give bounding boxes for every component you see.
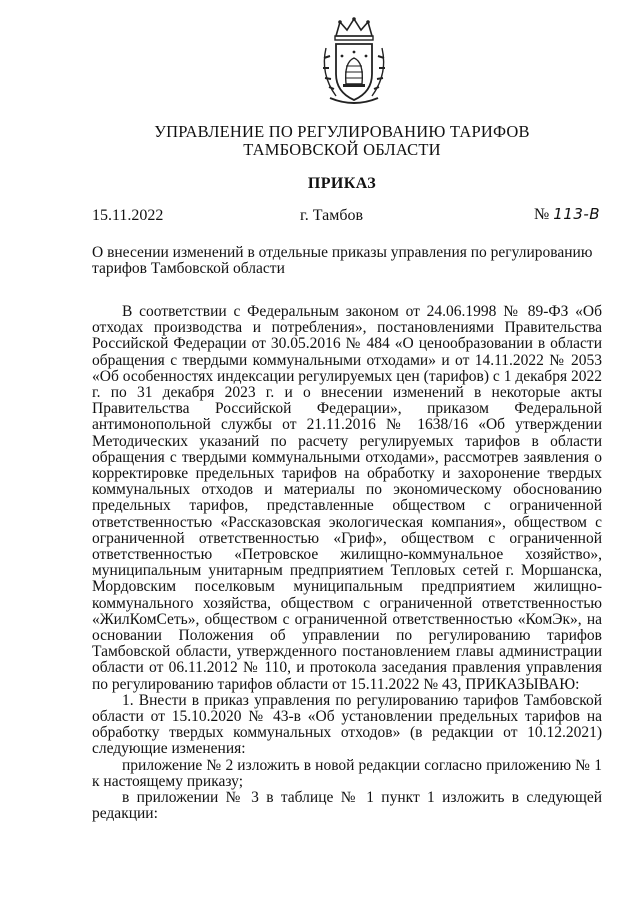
body-paragraph-2: 1. Внести в приказ управления по регулированию тарифов Тамбовской области от 15.10.2020 № 43-в «Об установлении предельных тарифов на обработку твердых коммунальных отходов» (в редакции от 10.12.2021) следующие изменения: — [92, 691, 602, 758]
document-number — [534, 205, 600, 224]
number-value: 113-В — [553, 205, 601, 223]
number-label: № — [534, 206, 550, 223]
document-body — [92, 304, 602, 823]
agency-name-line1: УПРАВЛЕНИЕ ПО РЕГУЛИРОВАНИЮ ТАРИФОВ — [154, 122, 530, 141]
document-city: г. Тамбов — [300, 207, 364, 224]
body-paragraph-1: В соответствии с Федеральным законом от 24.06.1998 № 89-ФЗ «Об отходах производства и потребления», постановлениями Правительства Российской Федерации от 30.05.2016 № 484 «О ценообразовании в области обращения с твердыми коммунальными отходами» и от 14.11.2022 № 2053 «Об особенностях индексации регулируемых цен (тарифов) с 1 декабря 2022 г. по 31 декабря 2023 г. и о внесении изменений в некоторые акты Правительства Российской Федерации», приказом Федеральной антимонопольной службы от 21.11.2016 № 1638/16 «Об утверждении Методических указаний по расчету регулируемых тарифов в области обращения с твердыми коммунальными отходами», рассмотрев заявления о корректировке предельных тарифов на обработку и захоронение твердых коммунальных отходов и материалы по экономическому обоснованию предельных тарифов, представленные обществом с ограниченной ответственностью «Рассказовская экологическая компания», обществом с ограниченной ответственностью «Гриф», обществом с ограниченной ответственностью «Петровское жилищно-коммунальное хозяйство», муниципальным унитарным предприятием Тепловых сетей г. Моршанска, Мордовским поселковым муниципальным предприятием жилищно-коммунального хозяйства, обществом с ограниченной ответственностью «ЖилКомСеть», обществом с ограниченной ответственностью «КомЭк», на основании Положения об управлении по регулированию тарифов Тамбовской области, утвержденного постановлением главы администрации области от 06.11.2012 № 110, и протокола заседания правления управления по регулированию тарифов области от 15.11.2022 № 43, ПРИКАЗЫВАЮ: — [92, 303, 602, 693]
tambov-coat-of-arms-icon — [314, 14, 394, 110]
document-type: ПРИКАЗ — [307, 175, 377, 192]
agency-name-line2: ТАМБОВСКОЙ ОБЛАСТИ — [243, 140, 441, 159]
document-subject: О внесении изменений в отдельные приказы управления по регулированию тарифов Тамбовской области — [92, 244, 593, 277]
document-date: 15.11.2022 — [92, 207, 164, 224]
body-paragraph-3: приложение № 2 изложить в новой редакции согласно приложению № 1 к настоящему приказу; — [92, 756, 602, 790]
body-paragraph-4: в приложении № 3 в таблице № 1 пункт 1 изложить в следующей редакции: — [92, 789, 602, 823]
